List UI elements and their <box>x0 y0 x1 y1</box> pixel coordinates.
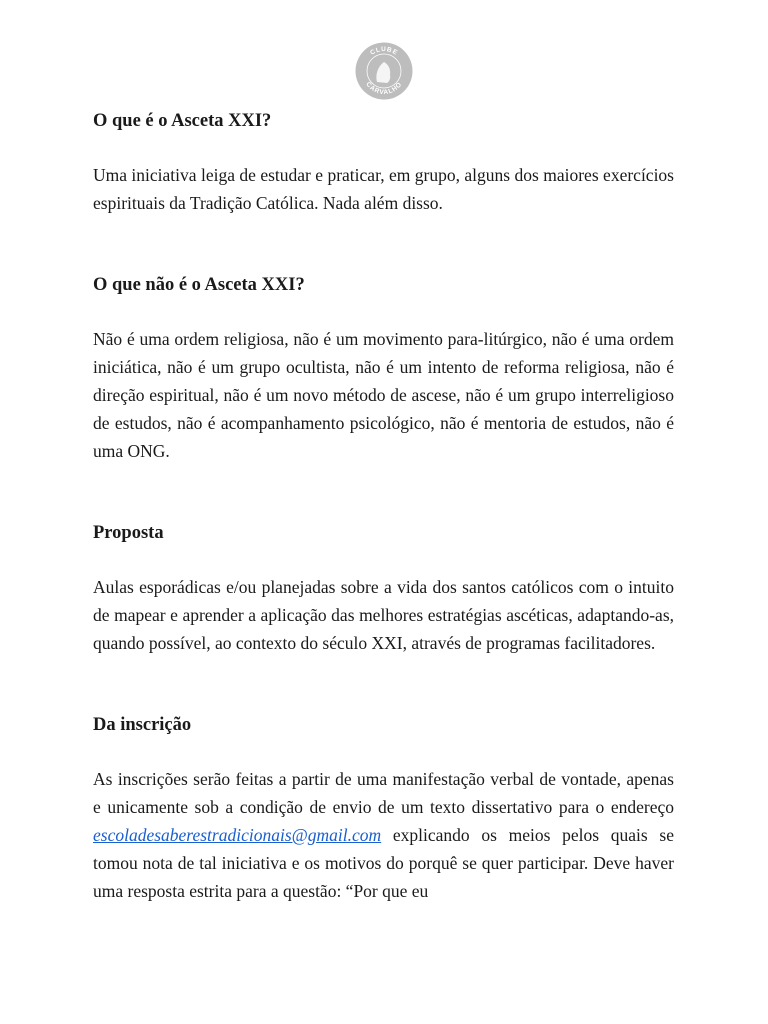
email-link[interactable]: escoladesaberestradicionais@gmail.com <box>93 825 382 845</box>
section-heading: O que não é o Asceta XXI? <box>93 275 305 295</box>
section-heading: O que é o Asceta XXI? <box>93 111 272 131</box>
paragraph-text-before-email: As inscrições serão feitas a partir de uma manifestação verbal de vontade, apenas e unicamente sob a condição de envio de um texto dissertativo para o endereço <box>93 769 674 817</box>
logo-text-top: CLUBE <box>369 45 399 57</box>
section-paragraph: Não é uma ordem religiosa, não é um movimento para-litúrgico, não é uma ordem iniciática, não é um grupo ocultista, não é um intento de reforma religiosa, não é direção espiritual, não é um novo método de ascese, não é um grupo interreligioso de estudos, não é acompanhamento psicológico, não é mentoria de estudos, não é uma ONG. <box>93 329 674 461</box>
section-what-is-not <box>93 271 674 465</box>
section-paragraph: Uma iniciativa leiga de estudar e praticar, em grupo, alguns dos maiores exercícios espirituais da Tradição Católica. Nada além disso. <box>93 165 674 213</box>
section-paragraph: Aulas esporádicas e/ou planejadas sobre a vida dos santos católicos com o intuito de mapear e aprender a aplicação das melhores estratégias ascéticas, adaptando-as, quando possível, ao contexto do século XXI, através de programas facilitadores. <box>93 577 674 653</box>
section-heading: Proposta <box>93 523 164 543</box>
clube-carvalho-logo <box>355 42 413 100</box>
section-proposal <box>93 519 674 657</box>
section-heading: Da inscrição <box>93 715 192 735</box>
logo-text-bottom: CARVALHO <box>364 80 404 97</box>
section-what-is <box>93 107 674 217</box>
paragraph-text-after-email: explicando os meios pelos quais se tomou nota de tal iniciativa e os motivos do porquê se quer participar. Deve haver uma resposta estrita para a questão: “Por que eu <box>93 825 674 901</box>
section-registration <box>93 711 674 905</box>
section-paragraph <box>93 765 674 905</box>
document-body <box>93 107 674 905</box>
